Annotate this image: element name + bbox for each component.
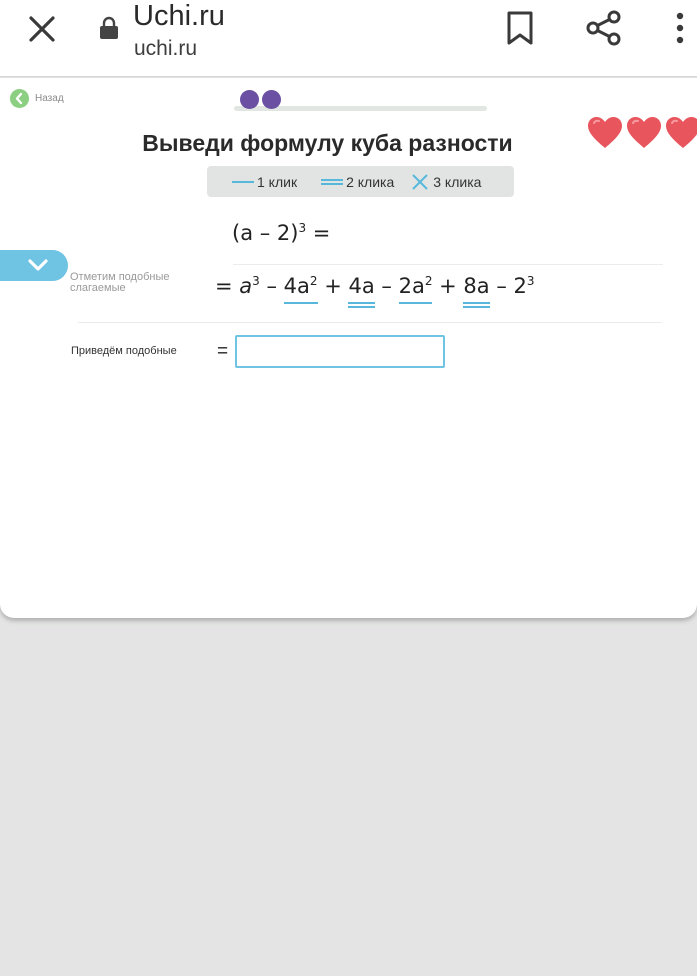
legend-label: 1 клик bbox=[257, 173, 298, 190]
legend-item-single bbox=[232, 174, 297, 190]
operator: – bbox=[374, 274, 399, 298]
legend-item-double bbox=[321, 174, 394, 190]
back-arrow-icon bbox=[10, 89, 29, 108]
exercise-card bbox=[0, 78, 697, 618]
operator: – bbox=[489, 274, 514, 298]
side-panel-toggle[interactable] bbox=[0, 250, 68, 281]
legend-item-cross bbox=[411, 173, 481, 191]
share-icon[interactable] bbox=[586, 10, 622, 46]
progress-dot bbox=[240, 90, 259, 109]
expression-exponent: 3 bbox=[298, 221, 307, 235]
chevron-down-icon bbox=[26, 256, 50, 274]
click-legend bbox=[207, 166, 514, 197]
double-underline bbox=[348, 302, 374, 308]
double-underline bbox=[463, 302, 489, 308]
divider bbox=[78, 322, 662, 323]
term-2a-squared[interactable]: $2a^2$ bbox=[399, 274, 433, 298]
single-underline bbox=[399, 302, 433, 304]
progress-dot bbox=[262, 90, 281, 109]
lock-icon bbox=[98, 16, 120, 40]
back-label: Назад bbox=[35, 92, 64, 104]
term-2-cubed[interactable]: $2^3$ bbox=[513, 274, 535, 298]
double-underline-icon bbox=[321, 179, 343, 185]
close-icon[interactable] bbox=[27, 14, 57, 44]
answer-equals: = bbox=[217, 341, 229, 362]
site-title: Uchi.ru bbox=[133, 0, 225, 32]
back-button[interactable] bbox=[10, 88, 64, 108]
site-url: uchi.ru bbox=[134, 37, 198, 60]
term-a-cubed[interactable]: $a^3$ bbox=[239, 274, 260, 298]
cross-icon bbox=[411, 173, 429, 191]
term-4a-squared[interactable]: $4a^2$ bbox=[284, 274, 318, 298]
single-underline-icon bbox=[232, 181, 254, 183]
divider bbox=[233, 264, 663, 265]
expression-base: (a – 2) bbox=[232, 221, 299, 245]
reduce-like-terms-label: Приведём подобные bbox=[71, 345, 177, 357]
expanded-expression bbox=[215, 274, 535, 298]
term-8a[interactable]: 8a bbox=[463, 274, 489, 298]
expression-equals: = bbox=[306, 221, 331, 245]
operator: + bbox=[317, 274, 349, 298]
answer-input[interactable] bbox=[235, 335, 445, 368]
mark-like-terms-label: Отметим подобные слагаемые bbox=[70, 271, 170, 294]
operator: + bbox=[432, 274, 464, 298]
cube-expression bbox=[232, 221, 330, 245]
single-underline bbox=[284, 302, 318, 304]
legend-label: 2 клика bbox=[346, 173, 395, 190]
task-title: Выведи формулу куба разности bbox=[142, 130, 513, 156]
expansion-equals: = bbox=[215, 274, 240, 298]
browser-toolbar bbox=[0, 0, 697, 77]
more-vertical-icon[interactable] bbox=[672, 10, 688, 46]
term-4a[interactable]: 4a bbox=[348, 274, 374, 298]
legend-label: 3 клика bbox=[433, 173, 482, 190]
bookmark-icon[interactable] bbox=[505, 10, 535, 46]
operator: – bbox=[259, 274, 284, 298]
